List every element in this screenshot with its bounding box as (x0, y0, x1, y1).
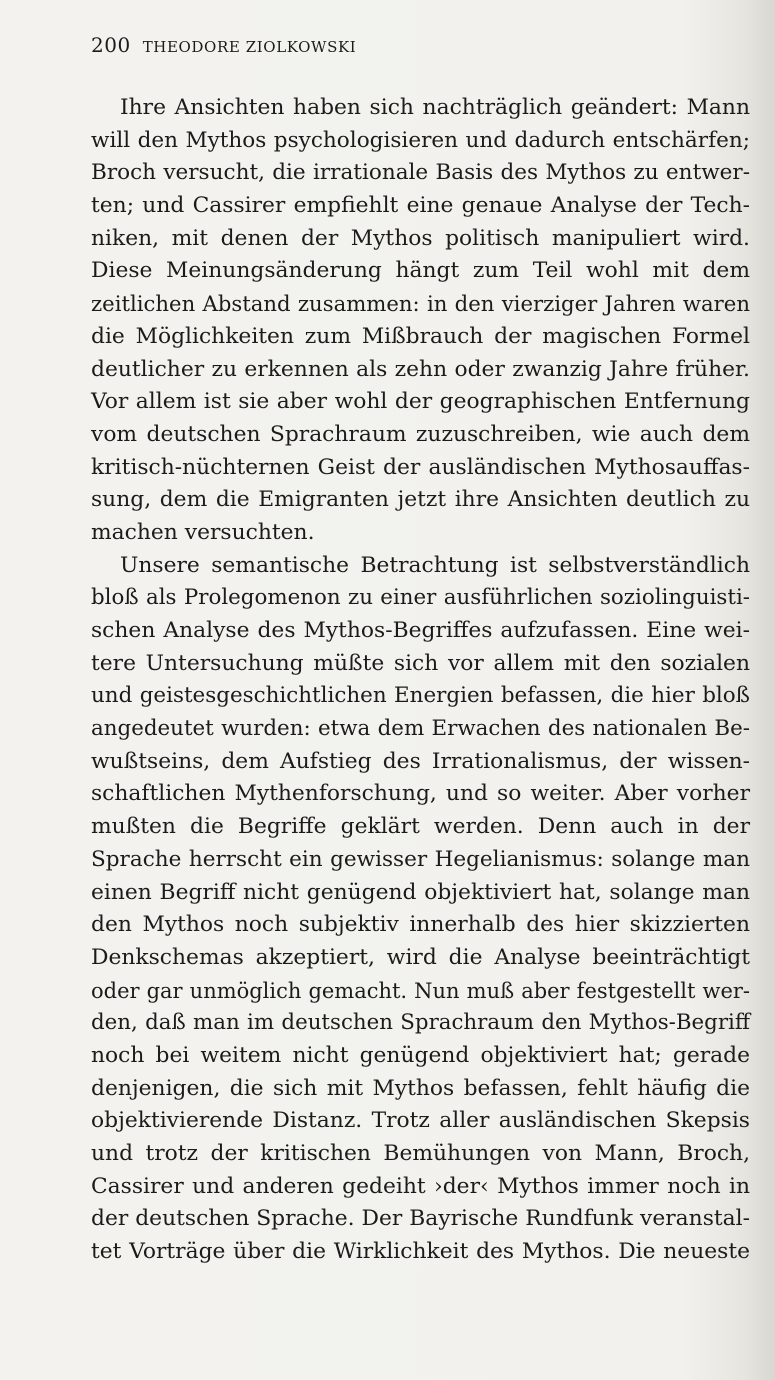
text-line: Sprache herrscht ein gewisser Hegelianismus: solange man (91, 846, 750, 872)
text-line: der deutschen Sprache. Der Bayrische Rundfunk veranstal- (91, 1206, 750, 1232)
text-line: tere Untersuchung müßte sich vor allem mit den sozialen (91, 650, 750, 676)
text-line: und trotz der kritischen Bemühungen von Mann, Broch, (91, 1141, 750, 1166)
text-line: oder gar unmöglich gemacht. Nun muß aber festgestellt wer- (91, 978, 750, 1003)
body-text (91, 92, 750, 1269)
text-line: Vor allem ist sie aber wohl der geographischen Entfernung (91, 389, 750, 415)
text-line: noch bei weitem nicht genügend objektiviert hat; gerade (91, 1042, 750, 1068)
text-line: zeitlichen Abstand zusammen: in den vierziger Jahren waren (91, 291, 750, 317)
text-line: mußten die Begriffe geklärt werden. Denn auch in der (91, 814, 750, 840)
text-line: Cassirer und anderen gedeiht ›der‹ Mythos immer noch in (91, 1173, 750, 1199)
text-line: denjenigen, die sich mit Mythos befassen, fehlt häufig die (91, 1075, 750, 1101)
text-line: vom deutschen Sprachraum zuzuschreiben, wie auch dem (91, 421, 750, 447)
text-line: schaftlichen Mythenforschung, und so weiter. Aber vorher (91, 781, 750, 807)
text-line: Ihre Ansichten haben sich nachträglich geändert: Mann (120, 95, 750, 120)
text-line: und geistesgeschichtlichen Energien befassen, die hier bloß (91, 683, 750, 709)
page-number: 200 (91, 33, 131, 57)
text-line: machen versuchten. (91, 519, 315, 545)
text-line: Diese Meinungsänderung hängt zum Teil wohl mit dem (91, 258, 750, 284)
text-line: die Möglichkeiten zum Mißbrauch der magischen Formel (91, 323, 750, 349)
text-line: einen Begriff nicht genügend objektiviert hat, solange man (91, 879, 750, 905)
text-line: Unsere semantische Betrachtung ist selbstverständlich (120, 552, 750, 578)
text-line: wußtseins, dem Aufstieg des Irrationalismus, der wissen- (91, 748, 750, 774)
text-line: will den Mythos psychologisieren und dadurch entschärfen; (91, 127, 750, 153)
paragraph-1 (91, 92, 750, 550)
text-line: sung, dem die Emigranten jetzt ihre Ansichten deutlich zu (91, 487, 750, 513)
text-line: den, daß man im deutschen Sprachraum den Mythos-Begriff (91, 1010, 750, 1036)
running-head-author: THEODORE ZIOLKOWSKI (142, 38, 357, 56)
text-line: ten; und Cassirer empfiehlt eine genaue Analyse der Tech- (91, 193, 750, 219)
text-line: angedeutet wurden: etwa dem Erwachen des nationalen Be- (91, 716, 750, 742)
running-head (91, 31, 356, 59)
text-line: niken, mit denen der Mythos politisch manipuliert wird. (91, 225, 750, 251)
text-line: kritisch-nüchternen Geist der ausländischen Mythosauffas- (91, 454, 750, 480)
text-line: objektivierende Distanz. Trotz aller ausländischen Skepsis (91, 1108, 750, 1134)
text-line: den Mythos noch subjektiv innerhalb des hier skizzierten (91, 912, 750, 938)
paragraph-2 (91, 550, 750, 1269)
text-line: tet Vorträge über die Wirklichkeit des Mythos. Die neueste (91, 1239, 750, 1265)
text-line: schen Analyse des Mythos-Begriffes aufzufassen. Eine wei- (91, 618, 750, 643)
text-line: Broch versucht, die irrationale Basis des Mythos zu entwer- (91, 160, 750, 186)
text-line: bloß als Prolegomenon zu einer ausführlichen soziolinguisti- (91, 585, 750, 611)
text-line: Denkschemas akzeptiert, wird die Analyse beeinträchtigt (91, 944, 750, 970)
text-line: deutlicher zu erkennen als zehn oder zwanzig Jahre früher. (91, 356, 750, 382)
